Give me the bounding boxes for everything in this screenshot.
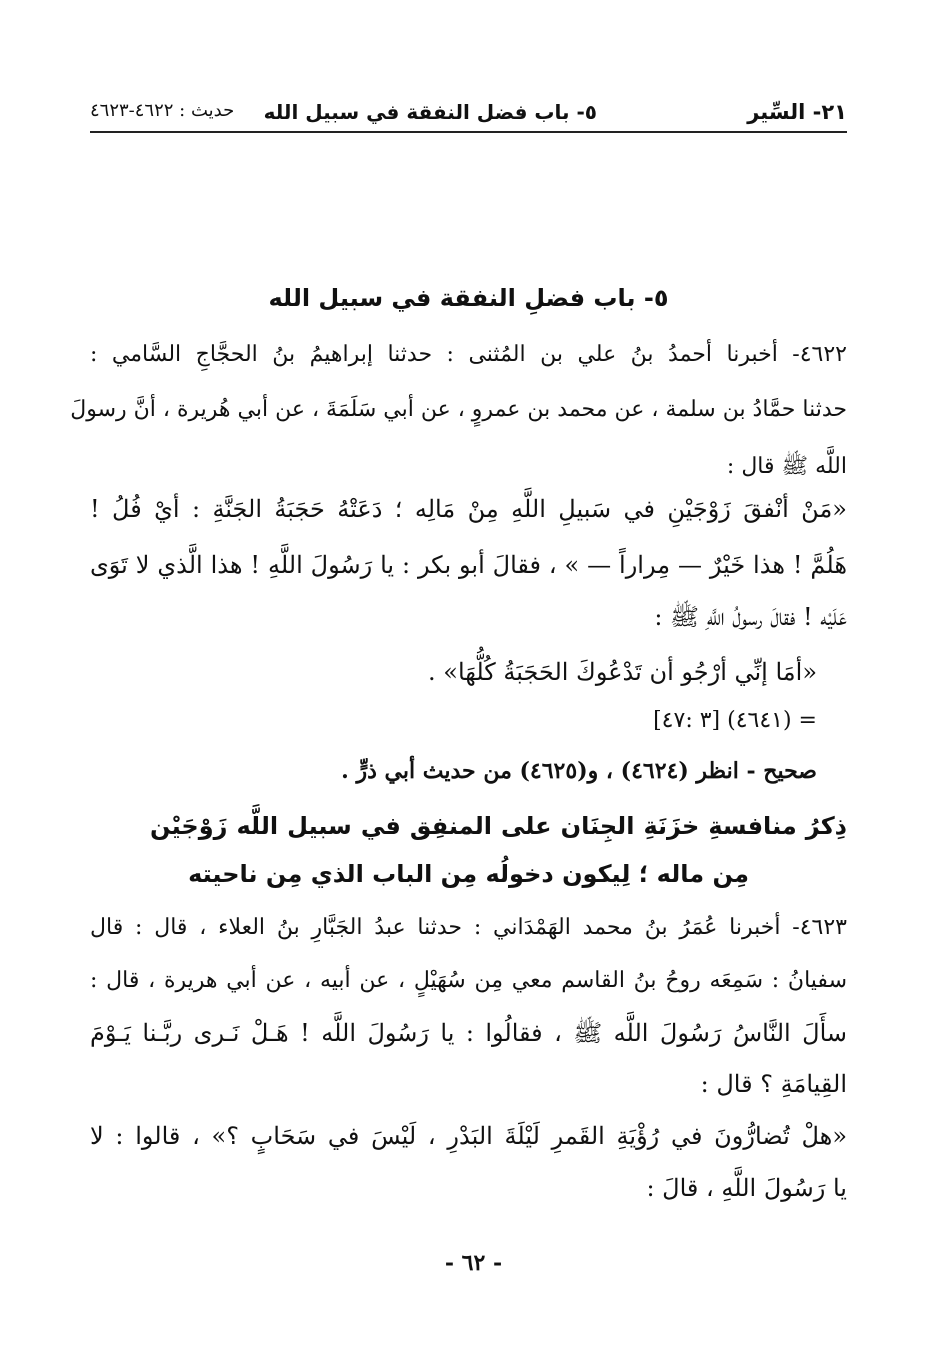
hadith-4622-line: حدثنا حمَّادُ بن سلمة ، عن محمد بن عمروٍ ، عن أبي سَلَمَةَ ، عن أبي هُريرة ، أنَّ رسولَ: [70, 397, 847, 422]
hadith-4623-line: سأَلَ النَّاسُ رَسُولَ اللَّه ﷺ ، فقالُوا : يا رَسُولَ اللَّه ! هَـلْ نَـرى ربَّـنا يَـوْمَ: [90, 1019, 847, 1047]
section-title: ٥- باب فضلِ النفقة في سبيل الله: [268, 284, 669, 312]
hadith-4622-line: هَلُمَّ ! هذا خَيْرٌ — مِراراً — » ، فقالَ أبو بكر : يا رَسُولَ اللَّهِ ! هذا الَّذي لا تَوَى: [90, 551, 847, 579]
hadith-4622-line: «أمَا إنِّي أرْجُو أن تَدْعُوكَ الحَجَبَةُ كُلُّهَا» .: [428, 658, 817, 686]
hadith-4622-line: «مَنْ أنْفقَ زَوْجَيْنِ في سَبيلِ اللَّهِ مِنْ مَالِه ؛ دَعَتْهُ حَجَبَةُ الجَنَّةِ : أيْ فُلُ !: [90, 495, 847, 523]
hadith-4622-line: اللَّه ﷺ قال :: [726, 454, 847, 479]
running-header: [90, 100, 847, 130]
header-divider: [90, 131, 847, 133]
header-hadith-range: حديث : ٤٦٢٢-٤٦٢٣: [90, 100, 235, 121]
hadith-4623-line: ٤٦٢٣- أخبرنا عُمَرُ بنُ محمد الهَمْدَاني : حدثنا عبدُ الجَبَّارِ بنُ العلاء ، قال : قال: [90, 915, 847, 940]
hadith-4623-line: القِيامَةِ ؟ قال :: [700, 1070, 847, 1098]
hadith-4622-line: عَلَيْه ! فقالَ رسولُ اللَّهِ ﷺ :: [654, 603, 847, 631]
hadith-4623-line: يا رَسُولَ اللَّهِ ، قالَ :: [646, 1174, 847, 1202]
header-chapter: ٢١- السِّير: [747, 100, 847, 124]
dhikr-heading-line-1: ذِكرُ منافسةِ خزَنَةِ الجِنَان على المنفِق في سبيل اللَّه زَوْجَيْن: [150, 812, 847, 840]
header-section: ٥- باب فضل النفقة في سبيل الله: [263, 100, 597, 124]
hadith-4622-grading: صحيح - انظر (٤٦٢٤) ، و(٤٦٢٥) من حديث أبي ذرٍّ .: [341, 758, 817, 784]
hadith-4623-line: «هلْ تُضارُّونَ في رُؤْيَةِ القَمرِ لَيْلَةَ البَدْرِ ، لَيْسَ في سَحَابٍ ؟» ، قالوا : لا: [90, 1122, 847, 1150]
page-number: - ٦٢ -: [444, 1250, 503, 1276]
hadith-4622-reference: = (٤٦٤١) [٣ :٤٧]: [653, 708, 817, 733]
dhikr-heading-line-2: مِن ماله ؛ لِيكون دخولُه مِن الباب الذي مِن ناحيته: [188, 860, 749, 888]
hadith-4623-line: سفيانُ : سَمِعَه روحُ بنُ القاسم معي مِن سُهَيْلٍ ، عن أبيه ، عن أبي هريرة ، قال :: [90, 968, 847, 993]
hadith-4622-line: ٤٦٢٢- أخبرنا أحمدُ بنُ علي بن المُثنى : حدثنا إبراهيمُ بنُ الحجَّاجِ السَّامي :: [90, 342, 847, 367]
